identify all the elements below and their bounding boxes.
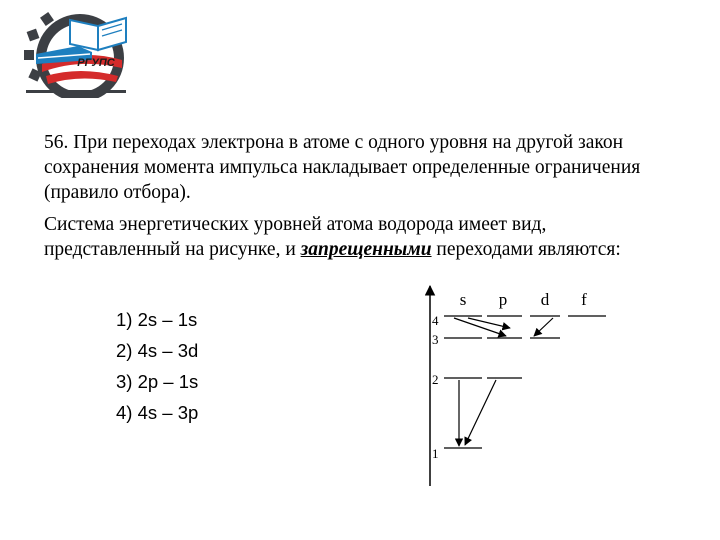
column-label-f: f <box>581 290 587 309</box>
transition-4d-3p <box>468 318 510 328</box>
question-prompt <box>44 212 684 262</box>
question-intro <box>44 130 684 205</box>
answer-option[interactable]: 2) 4s – 3d <box>116 340 199 361</box>
answer-option[interactable]: 4) 4s – 3p <box>116 402 199 423</box>
question-number: 56. <box>44 132 69 153</box>
answer-option[interactable]: 1) 2s – 1s <box>116 309 198 330</box>
prompt-after: переходами являются: <box>436 239 621 260</box>
transition-4d-3p-b <box>534 318 553 336</box>
question-block <box>44 130 684 269</box>
transition-2p-1s <box>465 380 496 445</box>
answer-list <box>116 304 198 428</box>
question-intro-text: При переходах электрона в атоме с одного уровня на другой закон сохранения момента импульса накладывает определенные ограничения (правило отбора). <box>44 132 641 203</box>
level-label-3: 3 <box>432 332 439 347</box>
column-label-d: d <box>540 290 550 309</box>
level-label-4: 4 <box>432 313 439 328</box>
level-label-1: 1 <box>432 446 439 461</box>
column-label-p: p <box>498 290 508 309</box>
prompt-keyword: запрещенными <box>300 239 432 260</box>
answer-option[interactable]: 3) 2p – 1s <box>116 371 199 392</box>
level-label-2: 2 <box>432 372 439 387</box>
prompt-before: Система энергетических уровней атома водорода имеет вид, представленный на рисунке, и <box>44 214 547 260</box>
energy-level-diagram <box>410 280 620 490</box>
logo-label: РГУПС <box>77 57 115 69</box>
university-logo <box>18 6 136 98</box>
column-label-s: s <box>459 290 467 309</box>
